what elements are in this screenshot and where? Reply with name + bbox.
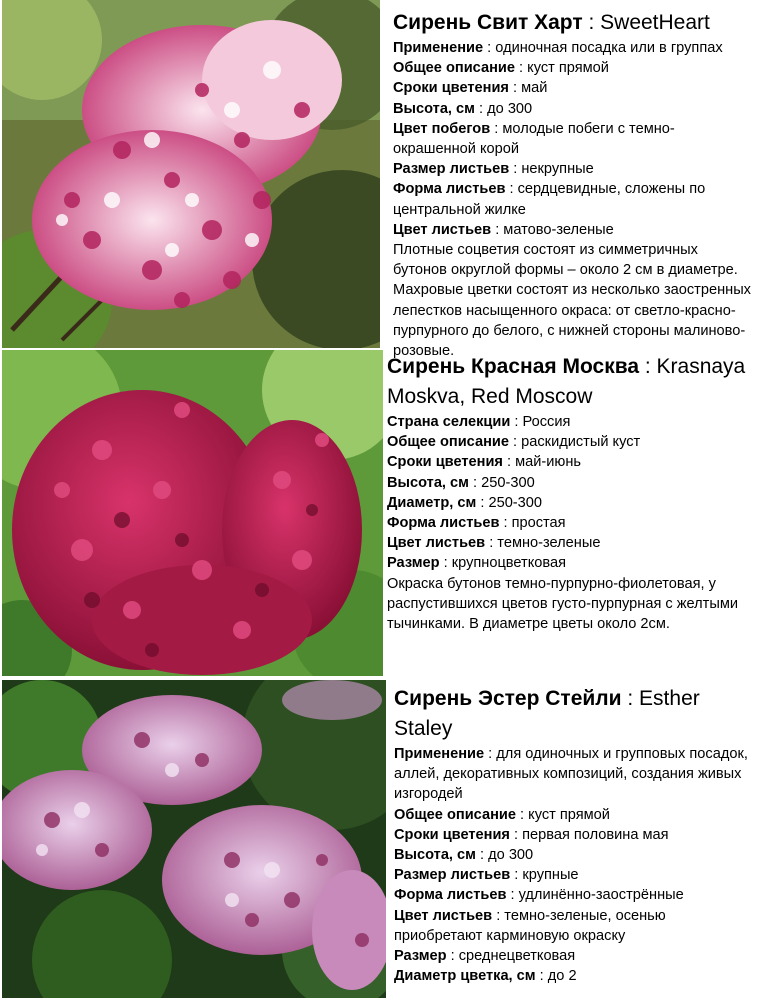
esther-staley-row-size: Размер : среднецветковая [394, 948, 576, 965]
esther-staley-row-description: Общее описание : куст прямой [394, 806, 610, 823]
sweetheart-row-height: Высота, см : до 300 [393, 100, 533, 117]
red-moscow-description: Окраска бутонов темно-пурпурно-фиолетовая, у распустившихся цветов густо-пурпурная с желтыми тычинками. В диаметре цветы около 2см. [387, 575, 739, 633]
red-moscow-row-leaf-shape: Форма листьев : простая [387, 515, 566, 532]
red-moscow-row-country: Страна селекции : Россия [387, 414, 571, 430]
sweetheart-row-leaf-color: Цвет листьев : матово-зеленые [393, 221, 614, 238]
red-moscow-row-height: Высота, см : 250-300 [387, 474, 535, 491]
esther-staley-row-bloom-time: Сроки цветения : первая половина мая [394, 826, 669, 843]
red-moscow-title: Сирень Красная Москва : Krasnaya Moskva, Red Moscow [387, 355, 746, 408]
esther-staley-row-application: Применение : для одиночных и групповых посадок, аллей, декоративных композиций, создания живых изгородей [394, 746, 748, 803]
esther-staley-row-leaf-shape: Форма листьев : удлинённо-заострённые [394, 887, 684, 904]
sweetheart-description: Плотные соцветия состоят из симметричных бутонов округлой формы – около 2 см в диаметре. Махровые цветки состоят из несколько заостренных лепестков насыщенного окраса: от светло-красно-пурпурного до белого, с нижней стороны малиново-розовые. [393, 242, 751, 360]
sweetheart-row-leaf-shape: Форма листьев : сердцевидные, сложены по центральной жилке [393, 181, 706, 218]
red-moscow-row-diameter: Диаметр, см : 250-300 [387, 494, 543, 511]
esther-staley-row-height: Высота, см : до 300 [394, 847, 534, 864]
red-moscow-row-size: Размер : крупноцветковая [387, 555, 566, 572]
red-moscow-row-bloom-time: Сроки цветения : май-июнь [387, 454, 582, 471]
sweetheart-row-leaf-size: Размер листьев : некрупные [393, 161, 594, 178]
sweetheart-row-bloom-time: Сроки цветения : май [393, 80, 548, 97]
sweetheart-row-shoot-color: Цвет побегов : молодые побеги с темно-окрашенной корой [393, 120, 675, 158]
sweetheart-row-description: Общее описание : куст прямой [393, 60, 609, 77]
photo-esther-staley-lilac [2, 680, 386, 998]
sweetheart-row-application: Применение : одиночная посадка или в группах [393, 40, 723, 56]
sweetheart-title: Сирень Свит Харт : SweetHeart [393, 11, 710, 34]
photo-sweetheart-lilac [2, 0, 380, 348]
esther-staley-row-flower-diameter: Диаметр цветка, см : до 2 [394, 968, 577, 985]
sweetheart-info [393, 8, 753, 361]
red-moscow-row-description: Общее описание : раскидистый куст [387, 434, 641, 451]
esther-staley-row-leaf-size: Размер листьев : крупные [394, 867, 579, 884]
esther-staley-title: Сирень Эстер Стейли : Esther Staley [394, 687, 700, 740]
esther-staley-info [394, 684, 756, 986]
red-moscow-info [387, 352, 759, 634]
esther-staley-row-leaf-color: Цвет листьев : темно-зеленые, осенью приобретают карминовую окраску [394, 907, 666, 944]
red-moscow-row-leaf-color: Цвет листьев : темно-зеленые [387, 535, 601, 552]
photo-red-moscow-lilac [2, 350, 383, 676]
